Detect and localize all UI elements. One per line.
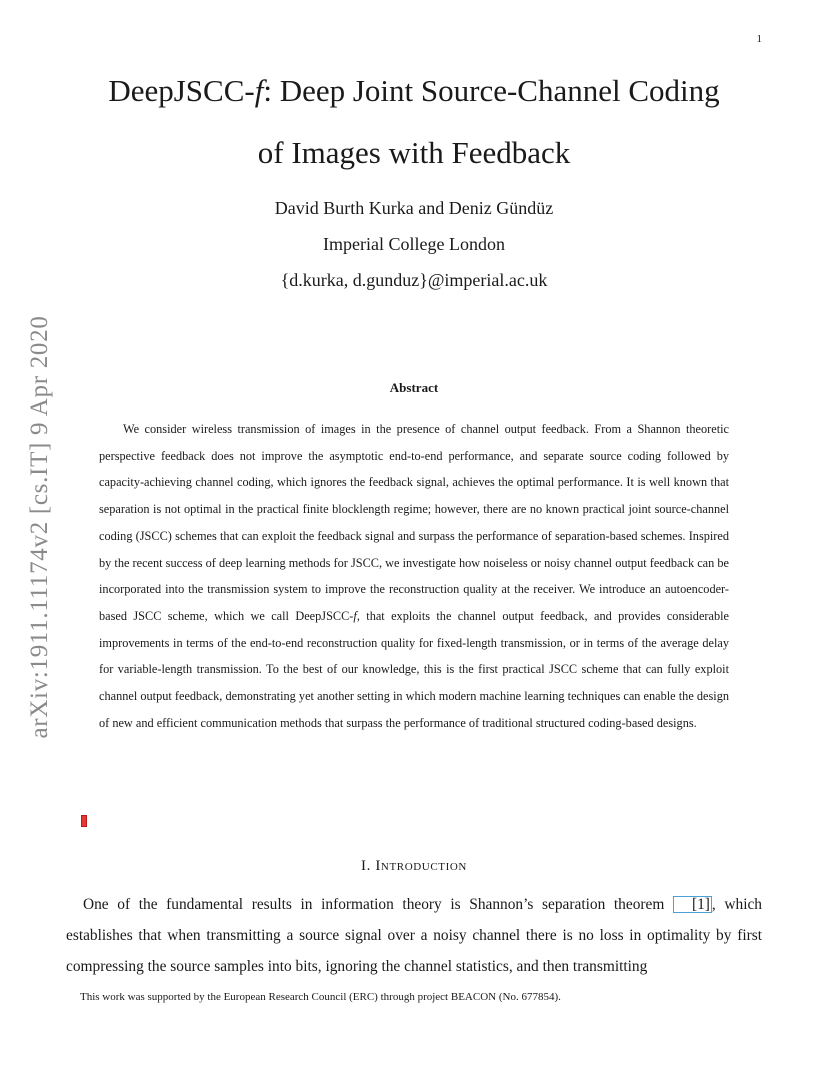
author-emails: {d.kurka, d.gunduz}@imperial.ac.uk bbox=[280, 270, 548, 290]
footnote: This work was supported by the European Research Council (ERC) through project BEACON (No. 677854). bbox=[80, 991, 561, 1003]
author-names: David Burth Kurka and Deniz Gündüz bbox=[274, 198, 554, 218]
title-italic-f: f bbox=[254, 73, 264, 108]
abstract-text-part-2: , that exploits the channel output feedback, and provides considerable improvements in terms of the end-to-end reconstruction quality for fixed-length transmission, or in terms of the average delay for variable-length transmission. To the best of our knowledge, this is the first practical JSCC scheme that can fully exploit channel output feedback, demonstrating yet another setting in which modern machine learning techniques can enable the design of new and efficient communication methods that surpass the performance of traditional structured coding-based designs. bbox=[99, 608, 729, 730]
title-line-2: of Images with Feedback bbox=[257, 135, 571, 170]
abstract-text-part-1: We consider wireless transmission of images in the presence of channel output feedback. From a Shannon theoretic perspective feedback does not improve the asymptotic end-to-end performance, and separate source coding followed by capacity-achieving channel coding, which ignores the feedback signal, achieves the optimal performance. It is well known that separation is not optimal in the practical finite blocklength regime; however, there are no known practical joint source-channel coding (JSCC) schemes that can exploit the feedback signal and surpass the performance of separation-based schemes. Inspired by the recent success of deep learning methods for JSCC, we investigate how noiseless or noisy channel output feedback can be incorporated into the transmission system to improve the reconstruction quality at the receiver. We introduce an autoencoder-based JSCC scheme, which we call DeepJSCC- bbox=[99, 422, 729, 623]
introduction-paragraph bbox=[66, 889, 762, 982]
section-title: Introduction bbox=[375, 858, 467, 874]
affiliation: Imperial College London bbox=[323, 234, 505, 254]
author-block bbox=[100, 190, 728, 298]
intro-text-part-2: , which establishes that when transmitting a source signal over a noisy channel there is no loss in optimality by first compressing the source samples into bits, ignoring the channel statistics, and then transmitting bbox=[66, 896, 762, 975]
title-suffix: : Deep Joint Source-Channel Coding bbox=[263, 73, 720, 108]
paper-title bbox=[60, 60, 768, 184]
title-prefix: DeepJSCC- bbox=[108, 73, 255, 108]
page-number: 1 bbox=[756, 33, 762, 45]
section-heading-introduction bbox=[0, 858, 828, 875]
citation-link[interactable]: [1] bbox=[673, 896, 712, 913]
section-number: I. bbox=[361, 858, 371, 874]
link-marker-icon[interactable] bbox=[81, 815, 87, 827]
intro-text-part-1: One of the fundamental results in information theory is Shannon’s separation theorem bbox=[83, 896, 673, 913]
abstract-italic-f: f bbox=[353, 608, 357, 623]
abstract-heading: Abstract bbox=[389, 380, 439, 395]
abstract-body bbox=[99, 416, 729, 736]
arxiv-identifier-stamp[interactable]: arXiv:1911.11174v2 [cs.IT] 9 Apr 2020 bbox=[26, 315, 53, 739]
